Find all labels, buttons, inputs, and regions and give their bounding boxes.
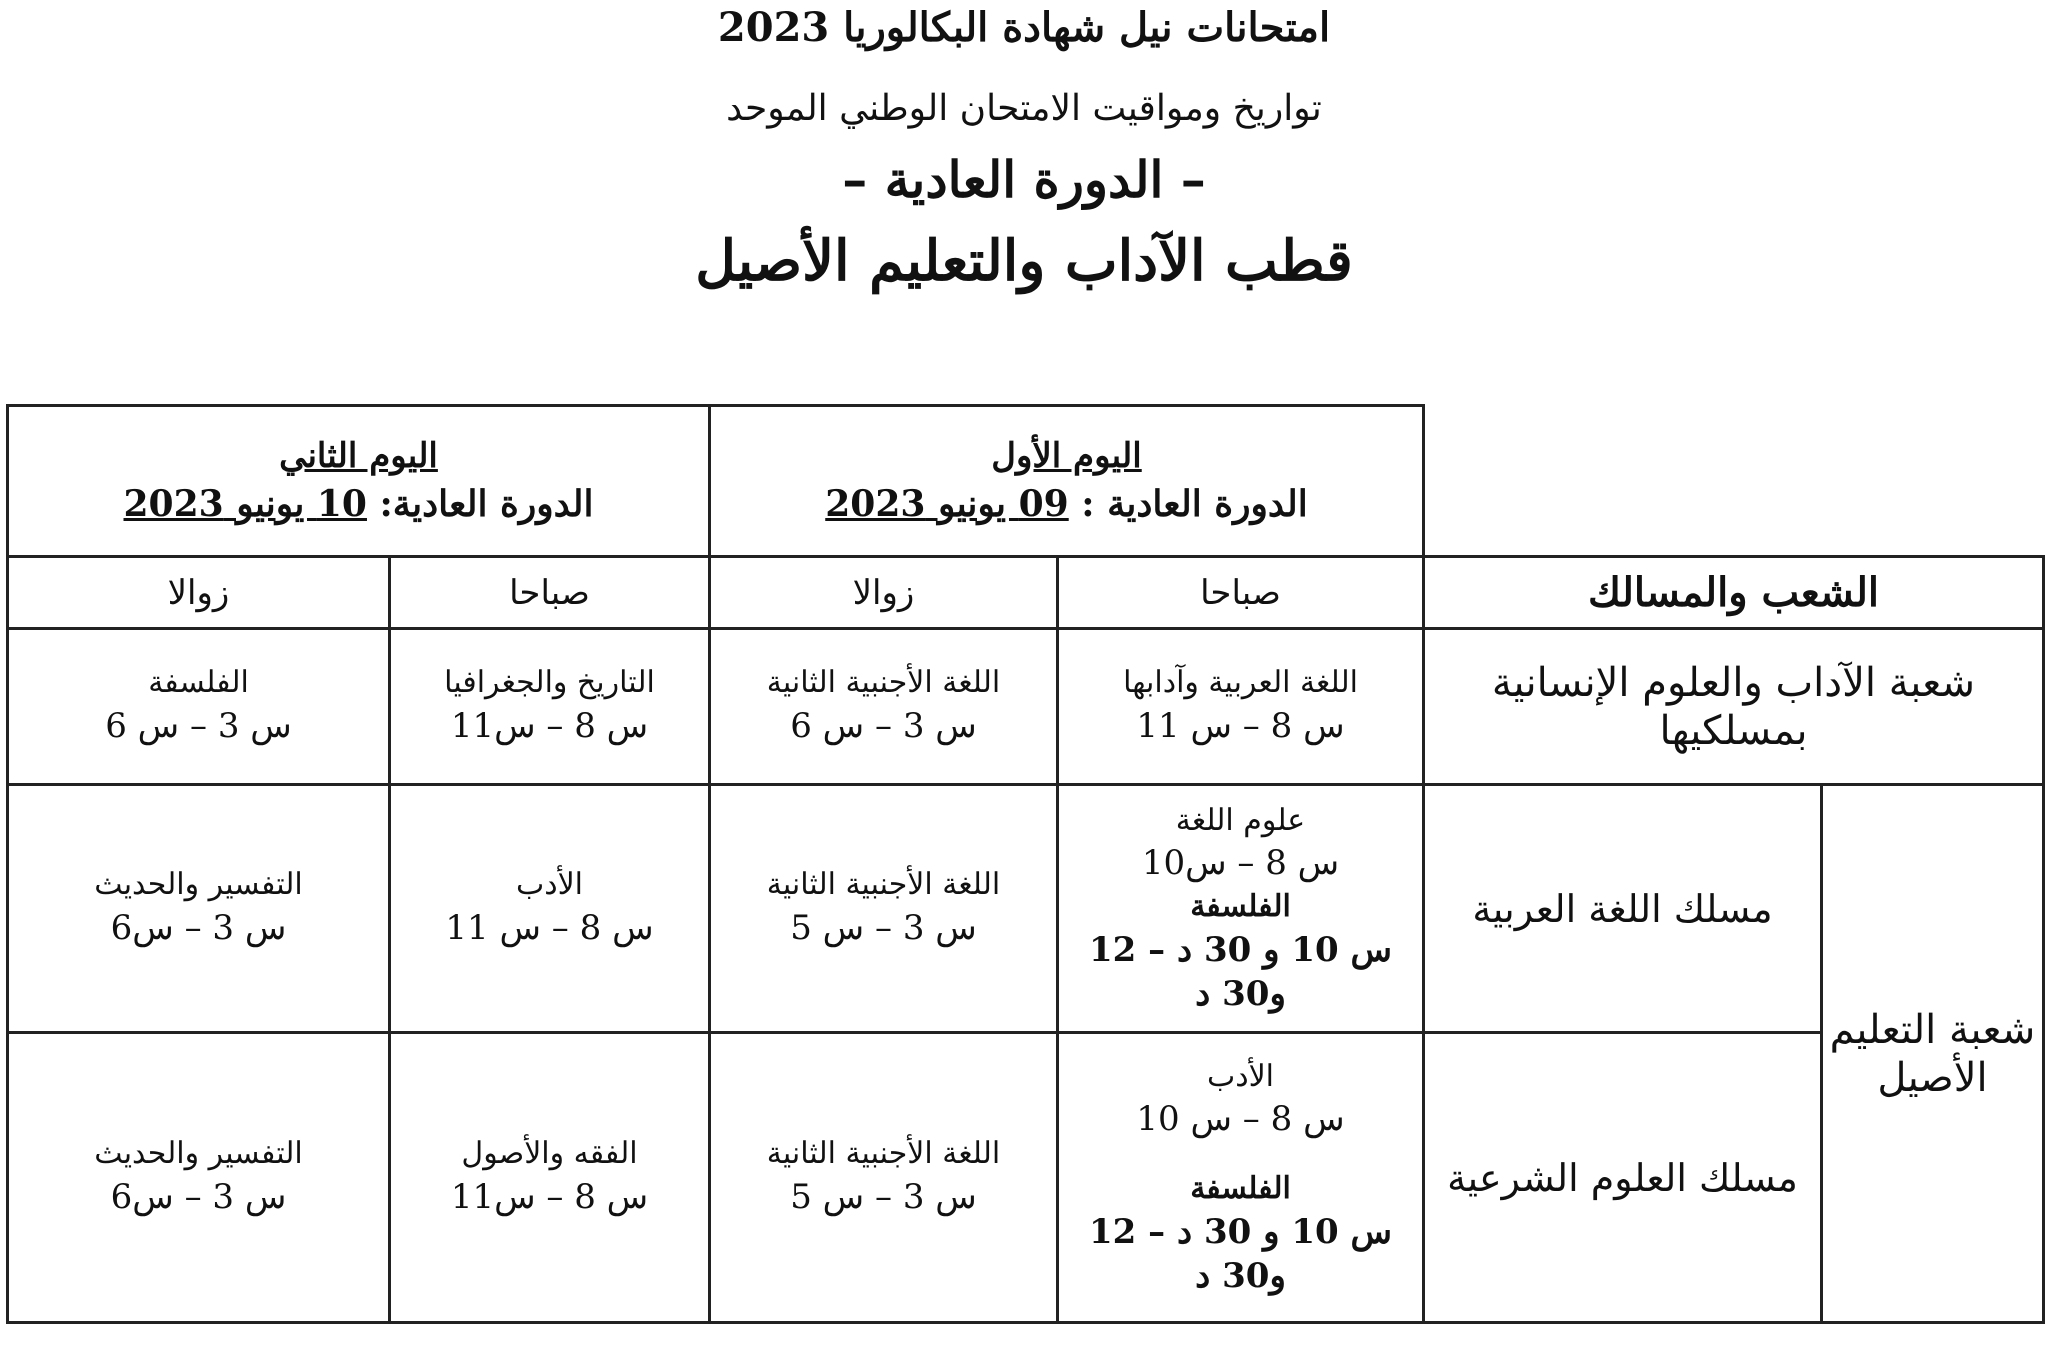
time: س 8 – س 10 [1136,1099,1345,1140]
time: س 3 – س 5 [790,1176,977,1217]
cell-d2-afternoon [8,629,390,785]
day1-morning-header: صباحا [1058,557,1424,629]
subject: اللغة الأجنبية الثانية [766,867,1001,903]
subject: الأدب [1206,1058,1275,1094]
track-arabic-language: مسلك اللغة العربية [1424,785,1822,1033]
table-row [8,629,2044,785]
track-sharia-sciences: مسلك العلوم الشرعية [1424,1033,1822,1323]
day2-afternoon-header: زوالا [8,557,390,629]
time: س 8 – س 11 [445,907,654,948]
time: س 8 – س 11 [1136,705,1345,746]
branches-header: الشعب والمسالك [1424,557,2044,629]
branch-letters: شعبة الآداب والعلوم الإنسانية بمسلكيها [1424,629,2044,785]
day2-name: اليوم الثاني [279,435,438,476]
subject: الفلسفة [1190,889,1291,925]
time: س 3 – س 6 [105,705,292,746]
subject: التفسير والحديث [94,1136,303,1172]
empty-corner-cell [1424,406,2044,557]
time: س 8 – س11 [450,1176,649,1217]
spacer [1065,1143,1416,1169]
time: و30 د [1195,1255,1286,1296]
cell-d1-afternoon [710,785,1058,1033]
time: س 10 و 30 د – 12 [1088,1211,1393,1252]
pole-title: قطب الآداب والتعليم الأصيل [695,228,1353,294]
exam-title: امتحانات نيل شهادة البكالوريا 2023 [717,4,1331,51]
cell-d1-morning [1058,785,1424,1033]
subject: الفلسفة [148,665,249,701]
subject: اللغة الأجنبية الثانية [766,1136,1001,1172]
time: س 8 – س10 [1141,843,1340,884]
subject: التاريخ والجغرافيا [444,665,655,701]
subject: الفلسفة [1190,1171,1291,1207]
time: س 3 – س 6 [790,705,977,746]
table-row [8,785,2044,1033]
subject: اللغة الأجنبية الثانية [766,665,1001,701]
cell-d2-morning [390,1033,710,1323]
cell-d2-afternoon [8,785,390,1033]
table-row [8,1033,2044,1323]
cell-d2-morning [390,629,710,785]
time: و30 د [1195,973,1286,1014]
cell-d1-afternoon [710,1033,1058,1323]
time: س 10 و 30 د – 12 [1088,929,1393,970]
cell-d1-afternoon [710,629,1058,785]
time: س 3 – س6 [110,907,287,948]
day2-date-value: 10 يونيو 2023 [123,482,367,525]
cell-d1-morning [1058,1033,1424,1323]
day1-date-prefix: الدورة العادية : [1068,482,1308,525]
cell-d2-morning [390,785,710,1033]
day2-header [8,406,710,557]
day1-afternoon-header: زوالا [710,557,1058,629]
time: س 8 – س11 [450,705,649,746]
day2-date [15,480,702,529]
time: س 3 – س 5 [790,907,977,948]
subject: الفقه والأصول [461,1136,638,1172]
session-title: – الدورة العادية – [842,150,1206,209]
day1-date-value: 09 يونيو 2023 [825,482,1069,525]
subject: الأدب [515,867,584,903]
day1-date [717,480,1416,529]
branch-original-education: شعبة التعليم الأصيل [1822,785,2044,1323]
exam-schedule-table [6,404,2045,1324]
subject: علوم اللغة [1175,802,1306,838]
cell-d1-morning [1058,629,1424,785]
day1-name: اليوم الأول [991,435,1142,476]
day2-date-prefix: الدورة العادية: [366,482,594,525]
exam-subtitle: تواريخ ومواقيت الامتحان الوطني الموحد [726,88,1322,129]
time: س 3 – س6 [110,1176,287,1217]
day1-header [710,406,1424,557]
subject: اللغة العربية وآدابها [1123,665,1358,701]
cell-d2-afternoon [8,1033,390,1323]
subject: التفسير والحديث [94,867,303,903]
day2-morning-header: صباحا [390,557,710,629]
